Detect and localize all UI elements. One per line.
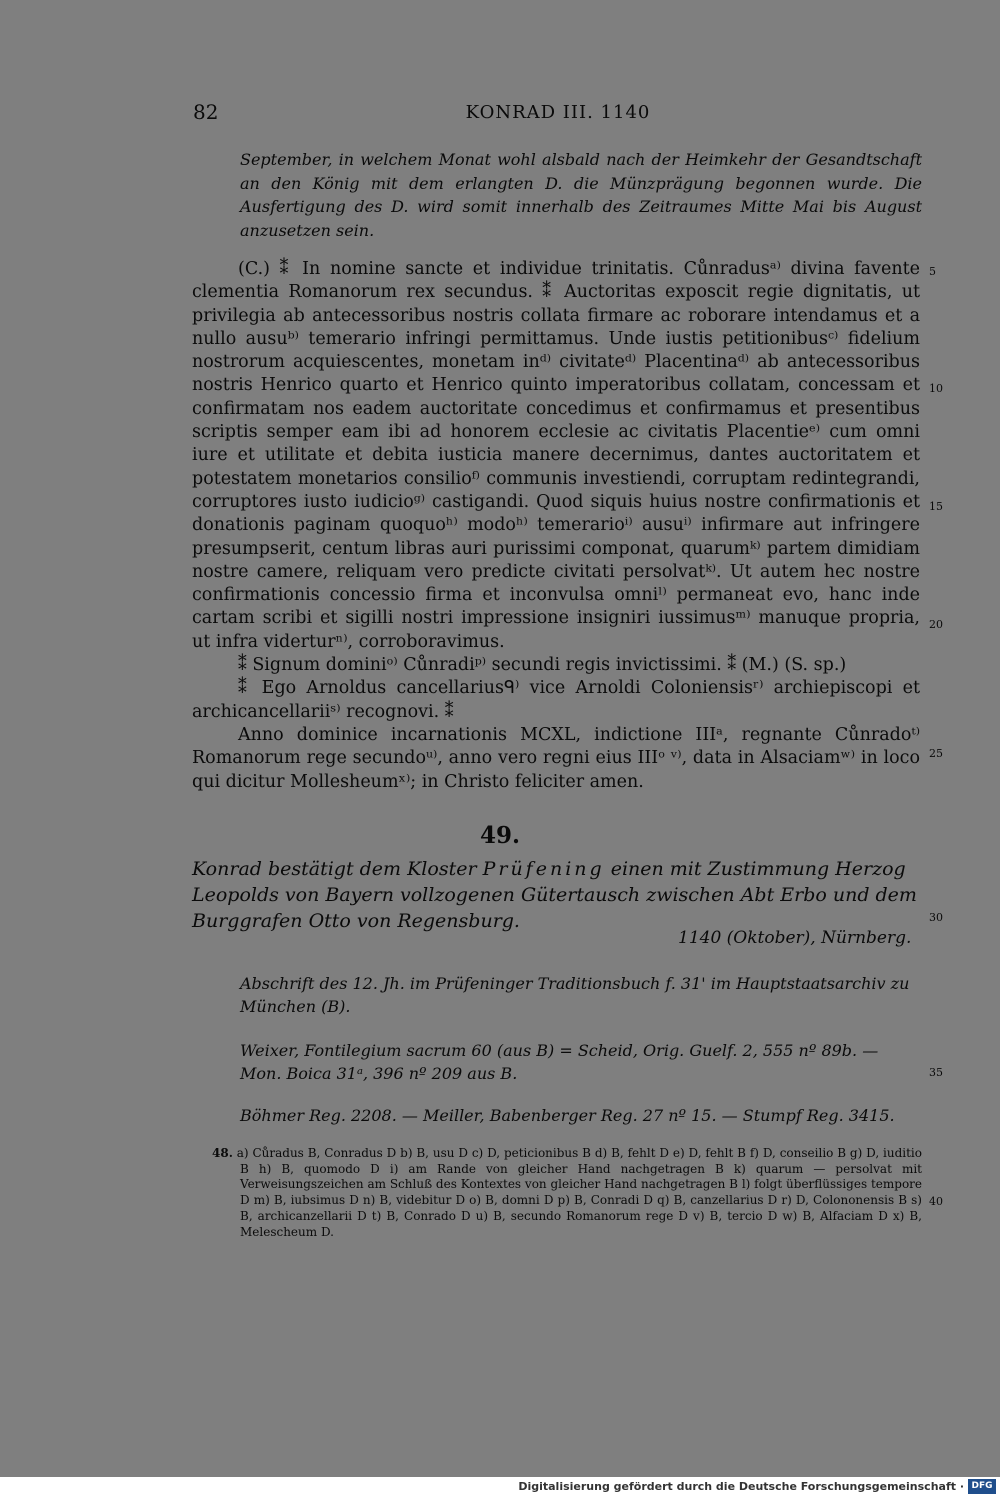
footer-credit: Digitalisierung gefördert durch die Deutsche Forschungsgemeinschaft · xyxy=(518,1480,964,1493)
footer-bar xyxy=(0,1477,1000,1497)
line-number: 20 xyxy=(929,618,943,631)
line-number: 30 xyxy=(929,911,943,924)
recognition-line: ⁑ Ego Arnoldus cancellariusᑫ⁾ vice Arnoldi Coloniensisʳ⁾ archiepiscopi et archicancellariiˢ⁾ recognovi. ⁑ xyxy=(192,678,920,722)
line-number: 10 xyxy=(929,382,943,395)
source-editions: Weixer, Fontilegium sacrum 60 (aus B) = Scheid, Orig. Guelf. 2, 555 nº 89b. — Mon. Boica 31ᵃ, 396 nº 209 aus B. xyxy=(240,1041,879,1083)
regest-part-1: Konrad bestätigt dem Kloster xyxy=(192,858,483,880)
running-title: KONRAD III. 1140 xyxy=(465,102,651,123)
document-number: 49. xyxy=(479,822,520,849)
line-number: 25 xyxy=(929,747,943,760)
regest-part-2: einen mit Zustimmung Herzog Leopolds von Bayern vollzogenen Gütertausch zwischen Abt Erbo und dem Burggrafen Otto von Regensburg. xyxy=(192,858,917,932)
footnotes-text: a) Cůradus B, Conradus D b) B, usu D c) D, peticionibus B d) B, fehlt D e) D, fehlt B f) D, conseilio B g) D, iuditio B h) B, quomodo D i) am Rande von gleicher Hand nachgetragen B k) quarum — persolvat mit Verweisungszeichen am Schluß des Kontextes von gleicher Hand nachgetragen B l) folgt überflüssiges tempore D m) B, iubsimus D n) B, videbitur D o) B, domni D p) B, Conradi D q) B, canzellarius D r) D, Colononensis B s) B, archicanzellarii D t) B, Conrado D u) B, secundo Romanorum rege D v) B, tercio D w) B, Alfaciam D x) B, Melescheum D. xyxy=(236,1146,922,1239)
line-number: 5 xyxy=(929,265,936,278)
page-header xyxy=(193,100,923,130)
line-number: 40 xyxy=(929,1195,943,1208)
page-number: 82 xyxy=(193,100,219,124)
line-number: 35 xyxy=(929,1066,943,1079)
signum-line: ⁑ Signum dominiᵒ⁾ Cůnradiᵖ⁾ secundi regis invictissimi. ⁑ (M.) (S. sp.) xyxy=(238,655,847,676)
charter-paragraph-1: (C.) ⁑ In nomine sancte et individue trinitatis. Cůnradusᵃ⁾ divina favente clementia Romanorum rex secundus. ⁑ Auctoritas exposcit regie dignitatis, ut privilegia ab antecessoribus nostris collata firmare ac roborare intendamus et a nullo ausuᵇ⁾ temerario infringi permittamus. Unde iustis petitionibusᶜ⁾ fidelium nostrorum acquiescentes, monetam inᵈ⁾ civitateᵈ⁾ Placentinaᵈ⁾ ab antecessoribus nostris Henrico quarto et Henrico quinto imperatoribus collatam, concessam et confirmatam nos eadem auctoritate concedimus et confirmamus et presentibus scriptis semper eam ibi ad honorem ecclesie ac civitatis Placentieᵉ⁾ cum omni iure et utilitate et debita iusticia manere decernimus, dantes auctoritatem et potestatem monetarios consilioᶠ⁾ communis investiendi, corruptam redintegrandi, corruptores iusto iudicioᵍ⁾ castigandi. Quod siquis huius nostre confirmationis et donationis paginam quoquoʰ⁾ modoʰ⁾ temerarioⁱ⁾ ausuⁱ⁾ infirmare aut infringere presumpserit, centum libras auri purissimi componat, quarumᵏ⁾ partem dimidiam nostre camere, reliquam vero predicte civitati persolvatᵏ⁾. Ut autem hec nostre confirmationis concessio firma et inconvulsa omniˡ⁾ permaneat evo, hanc inde cartam scribi et sigilli nostri impressione insigniri iussimusᵐ⁾ manuque propria, ut infra viderturⁿ⁾, corroboravimus. xyxy=(192,259,920,652)
footnotes xyxy=(212,1146,922,1240)
footnotes-label: 48. xyxy=(212,1146,233,1160)
regest-place-name: Prüfening xyxy=(482,858,605,880)
source-manuscript: Abschrift des 12. Jh. im Prüfeninger Traditionsbuch f. 31' im Hauptstaatsarchiv zu München (B). xyxy=(240,974,910,1016)
charter-text xyxy=(192,258,920,794)
regest xyxy=(192,856,920,934)
source-regesta: Böhmer Reg. 2208. — Meiller, Babenberger Reg. 27 nº 15. — Stumpf Reg. 3415. xyxy=(240,1106,895,1125)
line-number: 15 xyxy=(929,500,943,513)
intro-commentary: September, in welchem Monat wohl alsbald nach der Heimkehr der Gesandtschaft an den König mit dem erlangten D. die Münzprägung begonnen wurde. Die Ausfertigung des D. wird somit innerhalb des Zeitraumes Mitte Mai bis August anzusetzen sein. xyxy=(240,150,922,240)
dating-clause: Anno dominice incarnationis MCXL, indictione IIIᵃ, regnante Cůnradoᵗ⁾ Romanorum rege secundoᵘ⁾, anno vero regni eius IIIᵒ ᵛ⁾, data in Alsaciamʷ⁾ in loco qui dicitur Mollesheumˣ⁾; in Christo feliciter amen. xyxy=(192,724,920,792)
dateline: 1140 (Oktober), Nürnberg. xyxy=(678,928,912,948)
dfg-logo-icon[interactable]: DFG xyxy=(968,1479,996,1494)
